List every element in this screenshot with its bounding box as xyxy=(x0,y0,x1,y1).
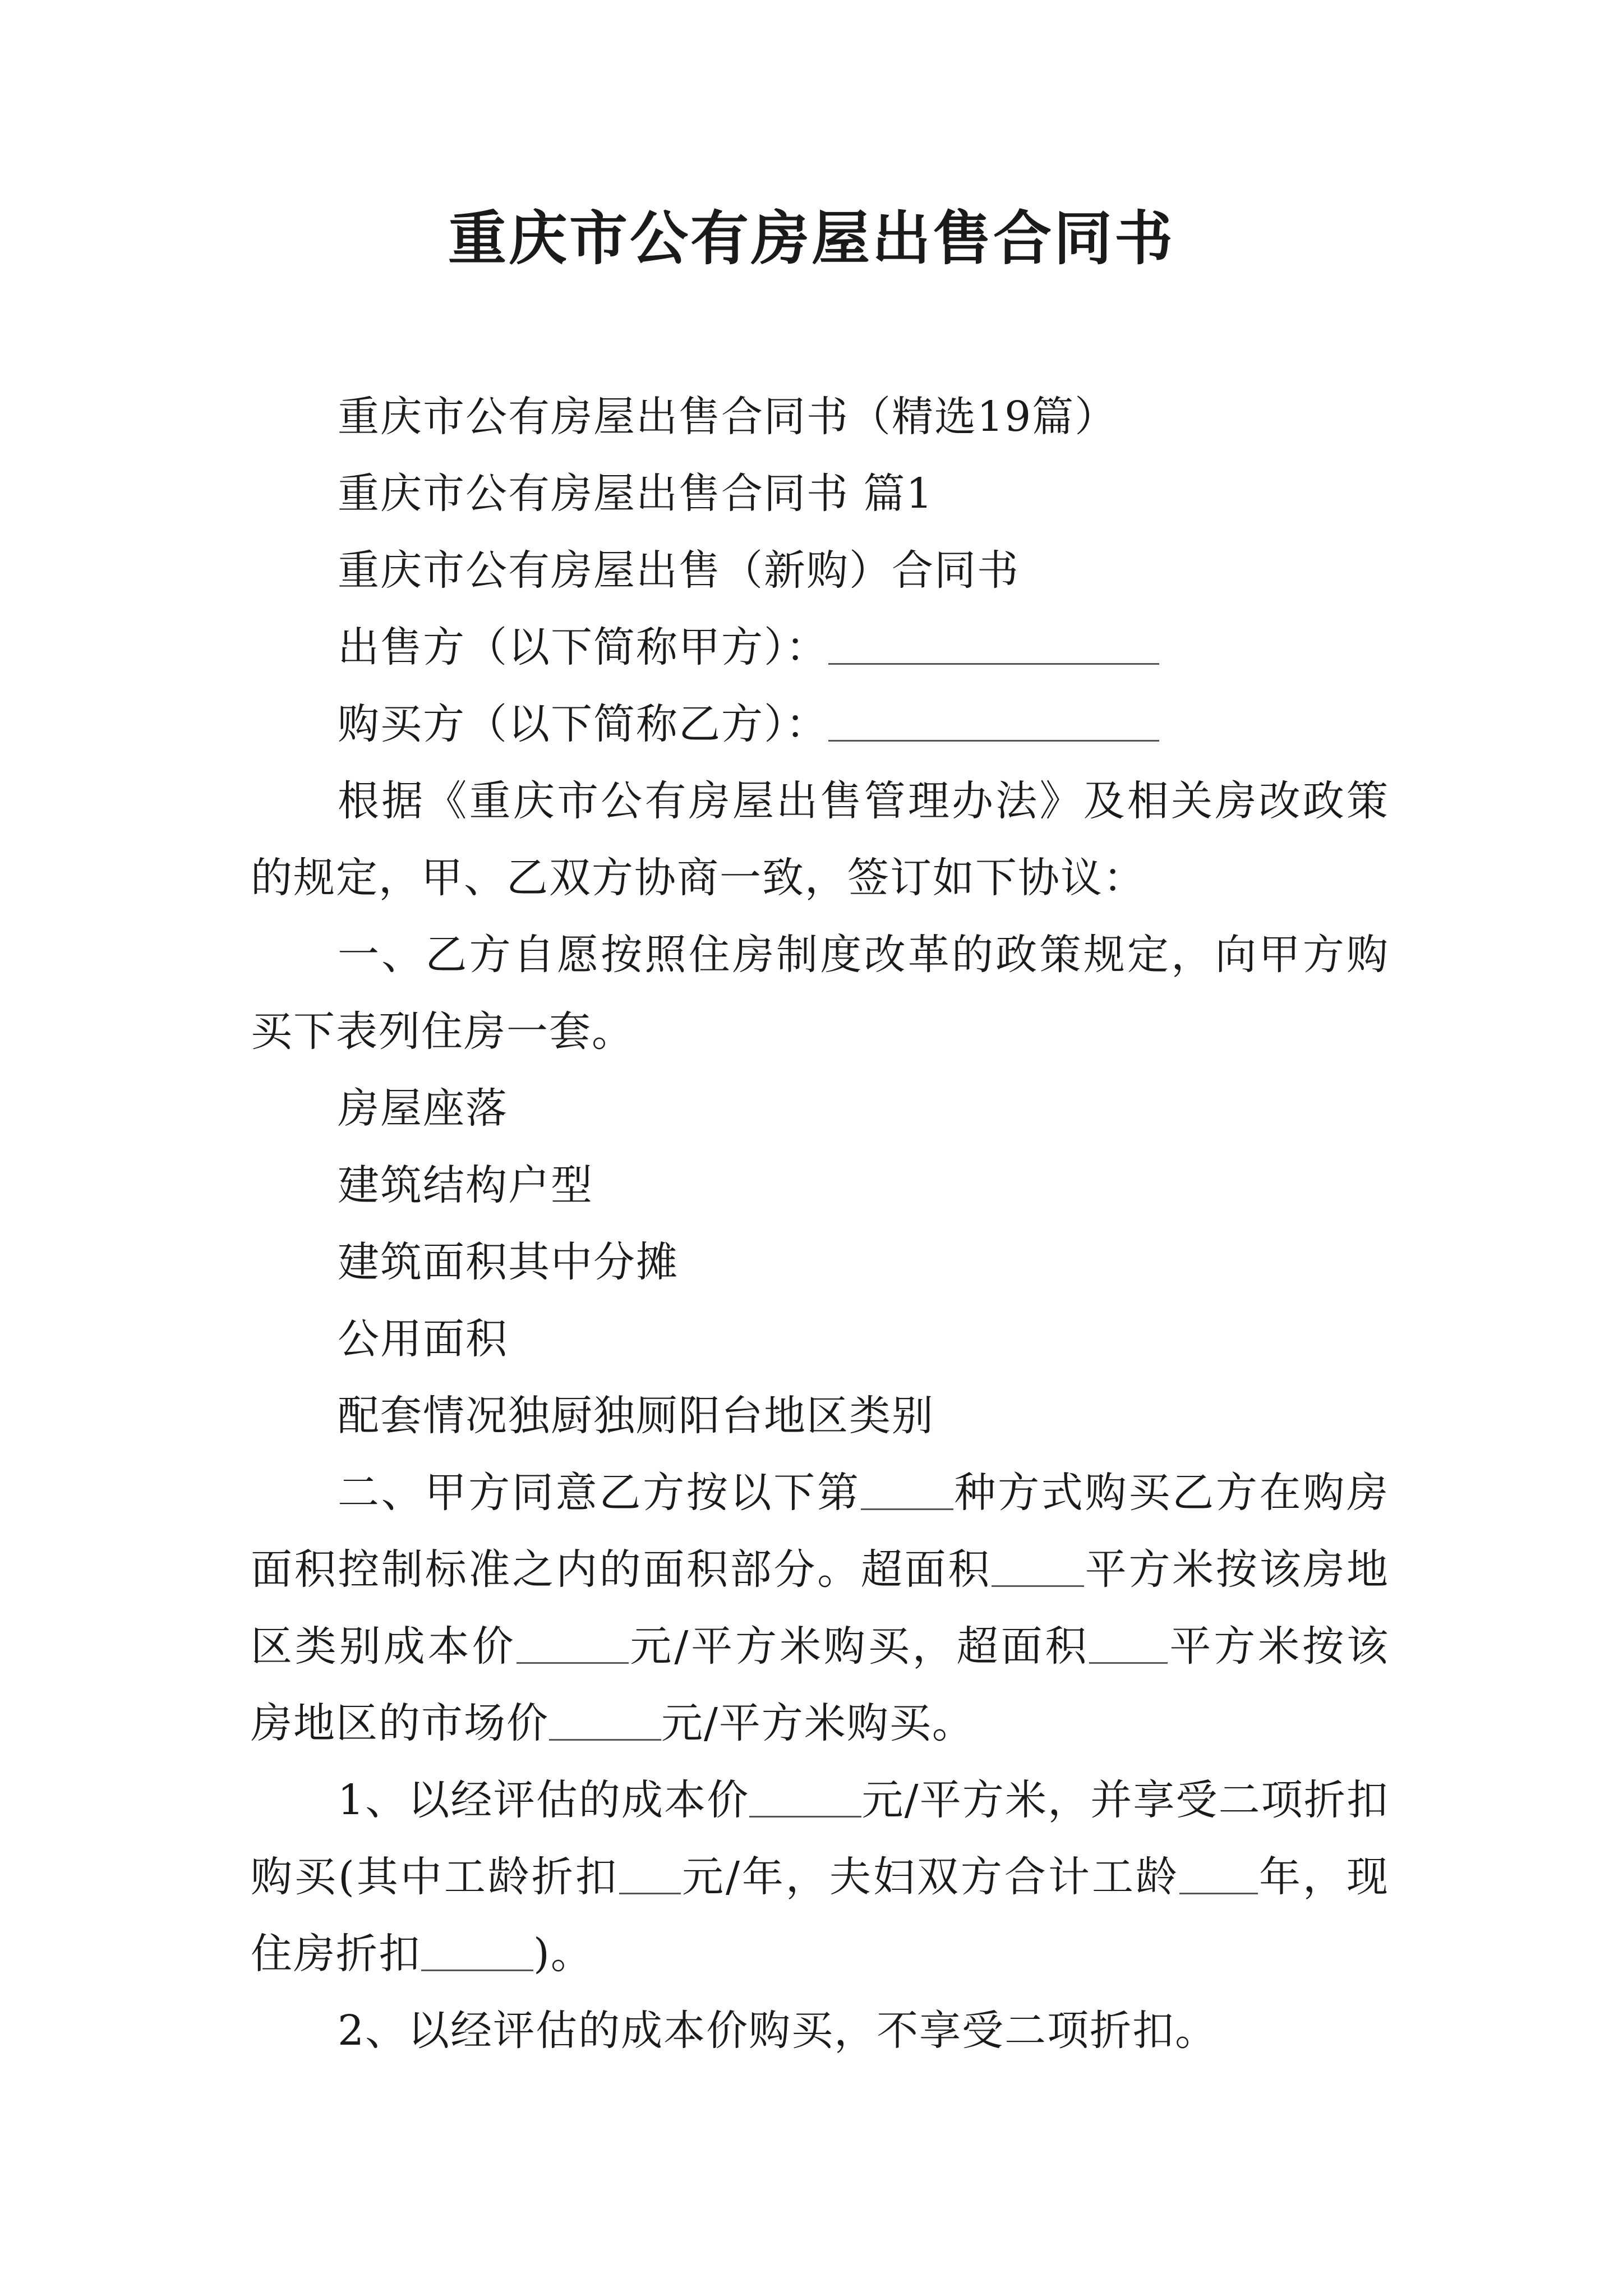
paragraph-clause-1: 一、乙方自愿按照住房制度改革的政策规定，向甲方购买下表列住房一套。 xyxy=(251,931,1389,1056)
option-1-text-3: 元/年，夫妇双方合计工龄 xyxy=(680,1853,1179,1901)
paragraph-structure: 建筑结构户型 xyxy=(338,1161,593,1209)
paragraph-clause-2 xyxy=(251,1455,1389,1762)
option-1-text-5: )。 xyxy=(533,1930,593,1978)
clause-2-text-4: 元/平方米购买，超面积 xyxy=(628,1622,1090,1671)
seniority-discount-blank xyxy=(619,1851,681,1894)
document-body xyxy=(251,379,1389,2069)
buyer-label: 购买方（以下简称乙方）： xyxy=(338,700,828,748)
paragraph-area: 建筑面积其中分摊 xyxy=(338,1238,679,1286)
paragraph-basis: 根据《重庆市公有房屋出售管理办法》及相关房改政策的规定，甲、乙双方协商一致，签订如下协议： xyxy=(251,777,1389,902)
option-1-text-4: 年，现住房折扣 xyxy=(251,1853,1389,1978)
over-area-blank-2 xyxy=(1089,1621,1168,1664)
clause-2-text-2: 种方式购买乙方在购房面积控制标准之内的面积部分。超面积 xyxy=(251,1469,1390,1594)
paragraph-location: 房屋座落 xyxy=(338,1084,508,1133)
housing-discount-blank xyxy=(421,1928,533,1971)
paragraph-option-1 xyxy=(251,1762,1389,1993)
seller-blank xyxy=(828,622,1159,665)
method-blank xyxy=(861,1467,953,1510)
paragraph-buyer xyxy=(251,686,1389,763)
clause-2-text-1: 二、甲方同意乙方按以下第 xyxy=(338,1469,861,1517)
clause-2-text-6: 元/平方米购买。 xyxy=(661,1699,975,1747)
clause-2-text-5: 平方米按该房地区的市场价 xyxy=(251,1622,1390,1747)
paragraph-option-2: 2、以经评估的成本价购买，不享受二项折扣。 xyxy=(338,2007,1218,2055)
paragraph-facilities: 配套情况独厨独厕阳台地区类别 xyxy=(338,1392,934,1440)
seniority-years-blank xyxy=(1179,1851,1258,1894)
clause-2-text-3: 平方米按该房地区类别成本价 xyxy=(251,1545,1390,1671)
seller-label: 出售方（以下简称甲方）： xyxy=(338,623,828,671)
cost-price-blank xyxy=(517,1621,629,1664)
option-1-text-1: 1、以经评估的成本价 xyxy=(338,1776,750,1824)
option-1-text-2: 元/平方米，并享受二项折扣购买(其中工龄折扣 xyxy=(251,1776,1389,1901)
buyer-blank xyxy=(828,698,1159,742)
paragraph-chapter: 重庆市公有房屋出售合同书 篇1 xyxy=(338,470,934,518)
over-area-blank-1 xyxy=(992,1544,1084,1587)
document-title: 重庆市公有房屋出售合同书 xyxy=(448,204,1175,273)
paragraph-contract-name: 重庆市公有房屋出售（新购）合同书 xyxy=(338,546,1020,595)
paragraph-seller xyxy=(251,609,1389,686)
market-price-blank xyxy=(549,1697,661,1741)
assessed-price-blank xyxy=(749,1774,861,1818)
paragraph-subtitle: 重庆市公有房屋出售合同书（精选19篇） xyxy=(338,393,1118,441)
paragraph-public-area: 公用面积 xyxy=(338,1315,508,1363)
